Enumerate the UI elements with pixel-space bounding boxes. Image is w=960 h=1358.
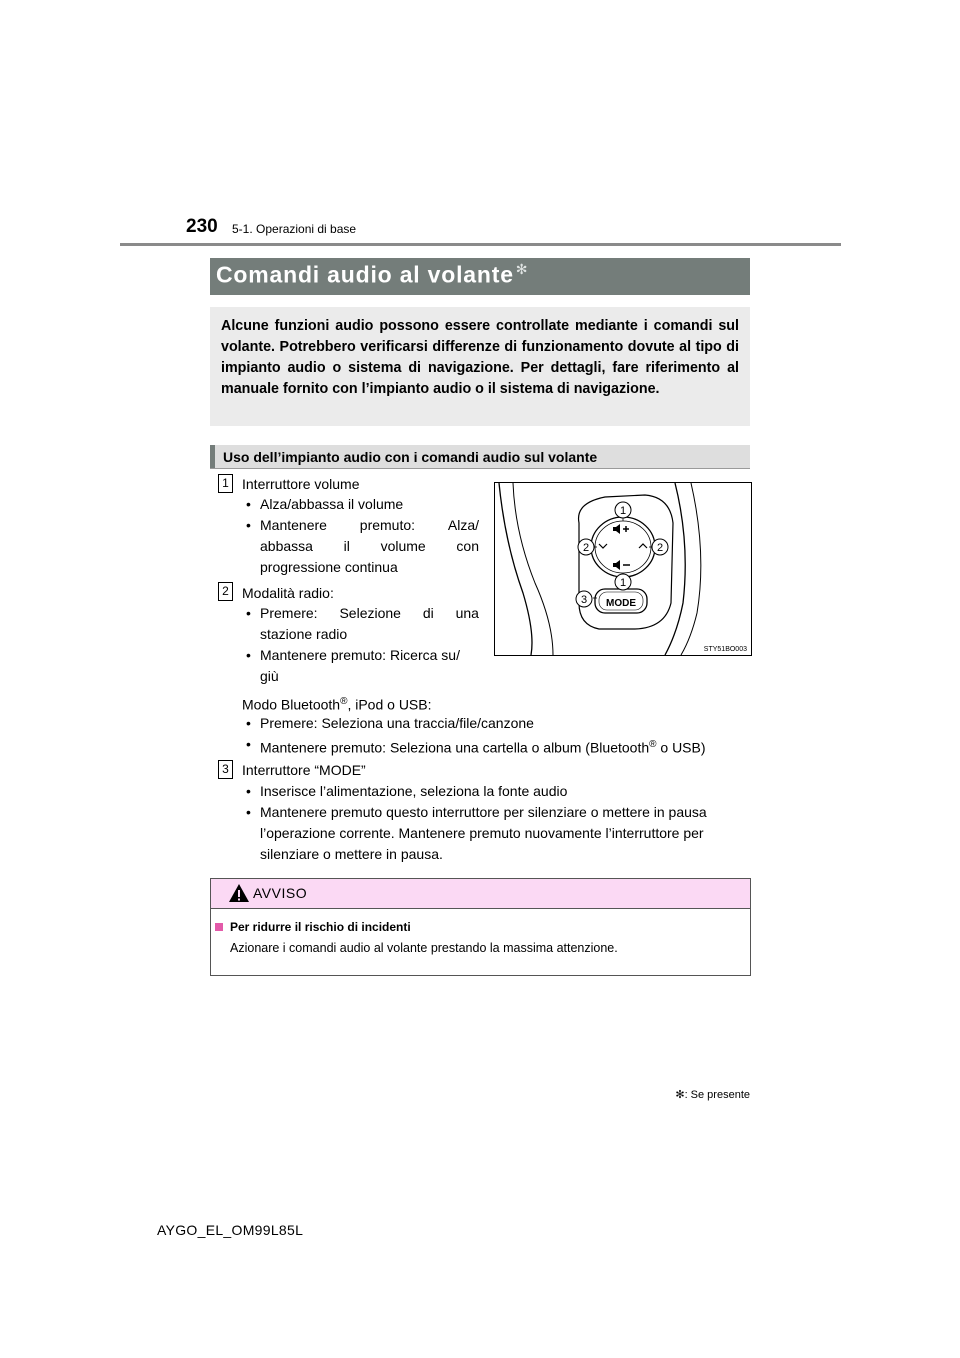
mode-button-label: MODE [606, 598, 636, 609]
callout-2-right: 2 [656, 542, 664, 554]
header-rule [120, 243, 841, 246]
list-item: • Inserisce l’alimentazione, seleziona la fonte audio [246, 783, 568, 799]
warning-box [210, 878, 751, 976]
footnote [600, 1088, 750, 1101]
item-number-3: 3 [218, 760, 233, 779]
steering-switch-illustration [495, 483, 751, 655]
intro-text: Alcune funzioni audio possono essere controllate mediante i comandi sul volante. Potrebbero verificarsi differenze di funzionamento dovute al tipo di impianto audio o sistema di navigazione. Per dettagli, fare riferimento al manuale fornito con l’impianto audio o il sistema di navigazione. [221, 318, 739, 397]
section-reference: 5-1. Operazioni di base [232, 222, 357, 236]
warning-triangle-icon [228, 883, 250, 903]
steering-switch-figure [494, 482, 752, 656]
list-item: • Premere: Seleziona una traccia/file/canzone [246, 715, 534, 731]
list-item: • Mantenere premuto: Ricerca su/ giù [246, 647, 460, 684]
list-item: • Mantenere premuto: Seleziona una cartella o album (Bluetooth® o USB) [246, 736, 706, 756]
callout-2-left: 2 [582, 542, 590, 554]
item-title-mode: Interruttore “MODE” [242, 762, 366, 778]
section-title-bar [210, 258, 750, 295]
subheading-accent [210, 445, 215, 468]
figure-code: STY51BO003 [703, 646, 747, 653]
optional-star-icon: ✻ [675, 1089, 685, 1101]
bluetooth-mode-title: Modo Bluetooth®, iPod o USB: [242, 696, 432, 713]
item-title-radio: Modalità radio: [242, 585, 334, 601]
intro-box [210, 307, 750, 426]
item-title-volume: Interruttore volume [242, 476, 360, 492]
callout-3: 3 [580, 594, 588, 606]
callout-1-top: 1 [619, 505, 627, 517]
warning-label: AVVISO [253, 885, 308, 901]
list-item: • Alza/abbassa il volume [246, 496, 404, 512]
warning-header [211, 879, 750, 909]
section-title-text: Comandi audio al volante [216, 261, 514, 288]
page-number: 230 [186, 216, 218, 237]
subheading-text: Uso dell’impianto audio con i comandi audio sul volante [223, 449, 598, 465]
item-number-2: 2 [218, 582, 233, 601]
section-title [216, 261, 528, 289]
list-item: • Mantenere premuto questo interruttore per silenziare o mettere in pausa l’operazione corrente. Mantenere premuto nuovamente l’interruttore per silenziare o mettere in pausa. [246, 804, 707, 862]
document-code: AYGO_EL_OM99L85L [157, 1222, 304, 1238]
optional-star-icon: ✻ [515, 261, 529, 277]
item-number-1: 1 [218, 474, 233, 493]
callout-1-bottom: 1 [619, 577, 627, 589]
footnote-text: : Se presente [684, 1089, 750, 1101]
warning-body: Azionare i comandi audio al volante prestando la massima attenzione. [230, 941, 618, 955]
list-item: • Premere: Selezione di una stazione radio [246, 605, 479, 642]
list-item: • Mantenere premuto: Alza/ abbassa il volume con progressione continua [246, 517, 479, 575]
warning-bullet-square [215, 923, 223, 931]
subheading-bar [210, 445, 750, 469]
warning-subtitle: Per ridurre il rischio di incidenti [230, 920, 411, 934]
